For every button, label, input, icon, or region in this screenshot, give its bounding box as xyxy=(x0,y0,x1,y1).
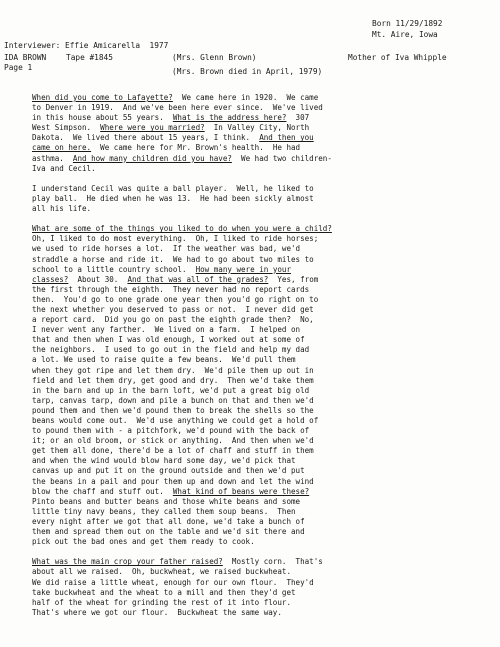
interviewer-question: What kind of beans were these? xyxy=(172,486,310,496)
text-line xyxy=(32,204,478,214)
text-segment: half of the wheat for grinding the rest of it into flour. xyxy=(32,597,291,607)
text-line xyxy=(32,234,478,244)
text-line xyxy=(32,446,478,456)
interviewer-question: And then you xyxy=(259,133,314,143)
text-line xyxy=(32,557,478,567)
text-segment: Dakota. We lived there about 15 years, I think. xyxy=(32,133,260,143)
paragraph xyxy=(32,224,478,547)
text-segment: asthma. xyxy=(32,153,73,163)
text-line xyxy=(32,93,478,103)
text-line xyxy=(32,386,478,396)
text-segment: the next whether you deserved to pass or not. I never did get xyxy=(32,304,314,314)
text-segment: a lot. We used to raise quite a few beans. We'd pull them xyxy=(32,355,296,365)
text-line xyxy=(32,477,478,487)
text-line xyxy=(32,143,478,153)
text-segment: We did raise a little wheat, enough for our own flour. They'd xyxy=(32,577,314,587)
birth-date: Born 11/29/1892 xyxy=(372,19,443,28)
text-line xyxy=(32,103,478,113)
text-line xyxy=(32,315,478,325)
text-segment: take buckwheat and the wheat to a mill and then they'd get xyxy=(32,587,296,597)
text-line xyxy=(32,537,478,547)
tape-number: Tape #1845 xyxy=(66,53,113,62)
paragraph-gap xyxy=(32,174,478,184)
text-line xyxy=(32,426,478,436)
text-segment: Iva and Cecil. xyxy=(32,163,96,173)
text-segment: I never went any farther. We lived on a farm. I helped on xyxy=(32,325,301,335)
text-segment: and when the wind would blow hard some day, we'd pick that xyxy=(32,456,296,466)
text-line xyxy=(32,355,478,365)
interviewee-name: IDA BROWN xyxy=(4,53,47,62)
text-line xyxy=(32,335,478,345)
text-segment: 307 xyxy=(286,113,310,123)
text-segment: West Simpson. xyxy=(32,123,101,133)
text-line xyxy=(32,376,478,386)
text-line xyxy=(32,406,478,416)
text-line xyxy=(32,517,478,527)
interviewer-question: What is the address here? xyxy=(172,113,287,123)
text-segment: get them all done, there'd be a lot of chaff and stuff in them xyxy=(32,446,314,456)
text-segment: in the barn and up in the barn loft, we'd put a great big old xyxy=(32,385,310,395)
text-segment: play ball. He died when he was 13. He had been sickly almost xyxy=(32,193,314,203)
text-segment: We came here for Mr. Brown's health. He had xyxy=(91,143,301,153)
interviewer-question: What was the main crop your father raised? xyxy=(32,557,223,567)
interviewer-question: What are some of the things you liked to do when you were a child? xyxy=(32,224,332,234)
transcript-body xyxy=(32,93,478,618)
text-line xyxy=(32,466,478,476)
paragraph xyxy=(32,557,478,618)
text-line xyxy=(32,164,478,174)
text-segment: blow the chaff and stuff out. xyxy=(32,486,173,496)
text-segment: We had two children- xyxy=(231,153,332,163)
text-segment: to pound them with - a pitchfork, we'd pound with the back of xyxy=(32,426,310,436)
relation-note: Mother of Iva Whipple xyxy=(348,53,447,62)
text-segment: straddle a horse and ride it. We had to go about two miles to xyxy=(32,254,314,264)
text-line xyxy=(32,598,478,608)
text-line xyxy=(32,456,478,466)
text-line xyxy=(32,255,478,265)
text-segment: That's where we got our flour. Buckwheat the same way. xyxy=(32,607,282,617)
paragraph xyxy=(32,93,478,174)
interviewee-married-name: (Mrs. Glenn Brown) xyxy=(172,53,257,62)
interviewer-question: And how many children did you have? xyxy=(72,153,232,163)
text-line xyxy=(32,487,478,497)
text-line xyxy=(32,123,478,133)
text-line xyxy=(32,244,478,254)
text-segment: field and let them dry, get good and dry. Then we'd take them xyxy=(32,375,314,385)
death-note: (Mrs. Brown died in April, 1979) xyxy=(172,67,323,76)
paragraph-gap xyxy=(32,547,478,557)
interviewer-question: And that was all of the grades? xyxy=(127,274,269,284)
text-line xyxy=(32,416,478,426)
text-segment: then. You'd go to one grade one year then you'd go right on to xyxy=(32,294,319,304)
text-line xyxy=(32,295,478,305)
text-line xyxy=(32,275,478,285)
text-segment: them and spread them out on the table and we'd sit there and xyxy=(32,527,305,537)
text-segment: we used to ride horses a lot. If the weather was bad, we'd xyxy=(32,244,301,254)
text-line xyxy=(32,507,478,517)
text-segment: canvas up and put it on the ground outside and then we'd put xyxy=(32,466,305,476)
text-line xyxy=(32,325,478,335)
text-line xyxy=(32,366,478,376)
text-segment: beans would come out. We'd use anything we could get a hold of xyxy=(32,416,319,425)
text-line xyxy=(32,588,478,598)
text-line xyxy=(32,154,478,164)
text-line xyxy=(32,224,478,234)
text-segment: the beans in a pail and pour them up and down and let the wind xyxy=(32,476,314,486)
paragraph xyxy=(32,184,478,214)
text-segment: We came here in 1920. We came xyxy=(172,93,319,102)
text-segment: in this house about 55 years. xyxy=(32,113,173,123)
interviewer-question: came on here. xyxy=(32,143,92,153)
text-line xyxy=(32,567,478,577)
text-line xyxy=(32,194,478,204)
text-line xyxy=(32,436,478,446)
text-segment: About 30. xyxy=(68,274,128,284)
text-segment: pound them and then we'd pound them to break the shells so the xyxy=(32,405,314,415)
text-line xyxy=(32,608,478,618)
interviewer-question: Where were you married? xyxy=(100,123,205,133)
text-segment: every night after we got that all done, we'd take a bunch of xyxy=(32,516,305,526)
text-segment: school to a little country school. xyxy=(32,264,196,274)
text-segment: In Valley City, North xyxy=(204,123,310,133)
interviewer-question: When did you come to Lafayette? xyxy=(32,93,173,102)
text-segment: Oh, I liked to do most everything. Oh, I liked to ride horses; xyxy=(32,234,319,244)
text-line xyxy=(32,527,478,537)
text-segment: Yes, from xyxy=(268,274,319,284)
birth-place: Mt. Aire, Iowa xyxy=(372,30,438,39)
text-segment: to Denver in 1919. And we've been here ever since. We've lived xyxy=(32,103,323,113)
text-segment: the neighbors. I used to go out in the field and help my dad xyxy=(32,345,310,355)
text-segment: Mostly corn. That's xyxy=(222,557,323,567)
text-segment: it; or an old broom, or stick or anything. And then when we'd xyxy=(32,436,314,446)
text-segment: when they got ripe and let them dry. We'd pile them up out in xyxy=(32,365,314,375)
text-line xyxy=(32,265,478,275)
text-segment: about all we raised. Oh, buckwheat, we raised buckwheat. xyxy=(32,567,291,577)
text-segment: a report card. Did you go on past the eighth grade then? No, xyxy=(32,315,314,325)
text-segment: little tiny navy beans, they called them soup beans. Then xyxy=(32,506,296,516)
page-number: Page 1 xyxy=(4,63,33,72)
text-line xyxy=(32,578,478,588)
text-line xyxy=(32,184,478,194)
text-line xyxy=(32,113,478,123)
interviewer-question: classes? xyxy=(32,274,69,284)
text-segment: the first through the eighth. They never had no report cards xyxy=(32,284,310,294)
text-segment: all his life. xyxy=(32,204,92,214)
text-line xyxy=(32,497,478,507)
text-line xyxy=(32,305,478,315)
text-segment: tarp, canvas tarp, down and pile a bunch on that and then we'd xyxy=(32,395,314,405)
interviewer-question: How many were in your xyxy=(195,264,291,274)
text-segment: pick out the bad ones and get them ready to cook. xyxy=(32,537,255,547)
text-line xyxy=(32,345,478,355)
interviewer-line: Interviewer: Effie Amicarella 1977 xyxy=(4,41,169,50)
text-line xyxy=(32,285,478,295)
text-segment: that and then when I was old enough, I worked out at some of xyxy=(32,335,305,345)
text-line xyxy=(32,133,478,143)
text-segment: I understand Cecil was quite a ball player. Well, he liked to xyxy=(32,183,314,193)
paragraph-gap xyxy=(32,214,478,224)
text-segment: Pinto beans and butter beans and those white beans and some xyxy=(32,496,301,506)
text-line xyxy=(32,396,478,406)
